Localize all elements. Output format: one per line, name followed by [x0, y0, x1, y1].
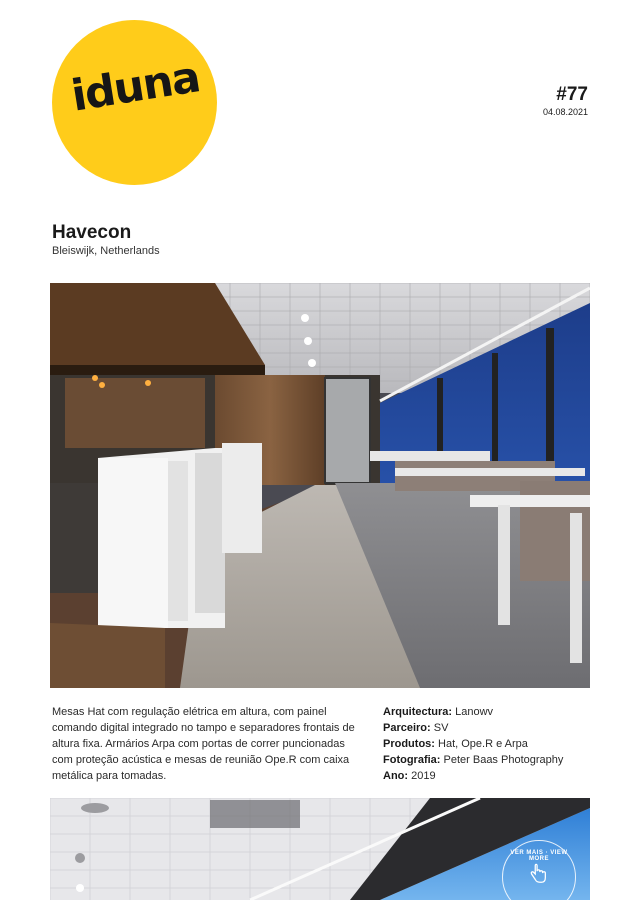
- office-interior-photo: [50, 283, 590, 688]
- spec-row-architecture: [383, 704, 563, 720]
- spec-row-partner: [383, 720, 563, 736]
- view-more-badge-text: VER MAIS · VIEW MORE: [510, 850, 568, 862]
- project-specs: [383, 704, 563, 784]
- spec-row-photography: [383, 752, 563, 768]
- logo-text: iduna: [68, 52, 203, 122]
- spec-label: Arquitectura:: [383, 706, 453, 718]
- spec-value: Hat, Ope.R e Arpa: [438, 738, 528, 750]
- spec-value: Lanowv: [455, 706, 494, 718]
- issue-number: #77: [556, 84, 588, 105]
- iduna-logo: [52, 20, 217, 185]
- spec-value: 2019: [411, 770, 436, 782]
- spec-value: Peter Baas Photography: [443, 754, 564, 766]
- spec-label: Produtos:: [383, 738, 435, 750]
- spec-row-year: [383, 768, 563, 784]
- hand-pointer-icon: [527, 863, 549, 885]
- spec-label: Parceiro:: [383, 722, 431, 734]
- office-ceiling-photo[interactable]: [50, 798, 590, 900]
- project-description: Mesas Hat com regulação elétrica em altura, com painel comando digital integrado no tampo e separadores frontais de altura fixa. Armários Arpa com portas de correr puncionadas com proteção acústica e mesas de reunião Ope.R com caixa metálica para tomadas.: [52, 706, 355, 782]
- issue-date: 04.08.2021: [542, 107, 588, 117]
- issue-info: [543, 84, 588, 117]
- project-location: Bleiswijk, Netherlands: [52, 245, 160, 257]
- spec-label: Ano:: [383, 770, 409, 782]
- spec-row-products: [383, 736, 563, 752]
- project-title: Havecon: [52, 222, 132, 243]
- spec-label: Fotografia:: [383, 754, 441, 766]
- spec-value: SV: [433, 722, 449, 734]
